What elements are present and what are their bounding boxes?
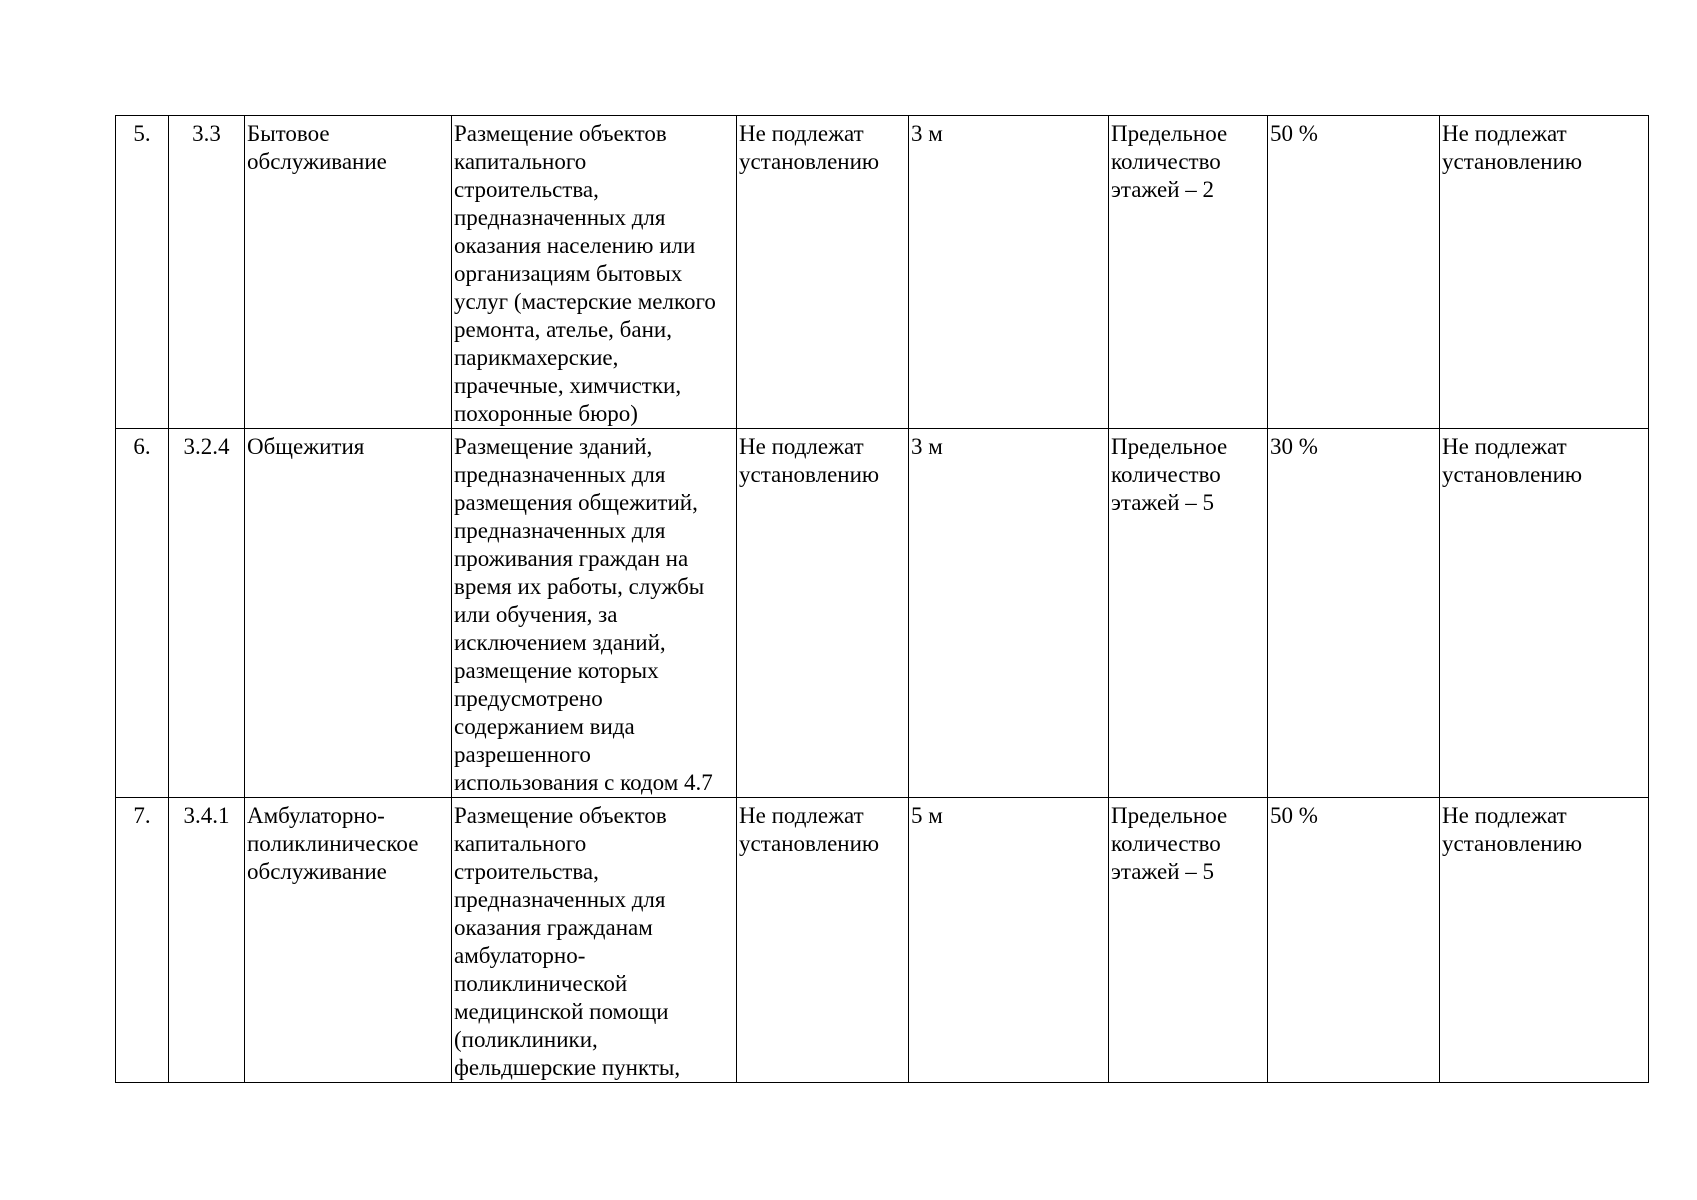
cell-line: Не подлежат xyxy=(1442,121,1567,146)
description-line: или обучения, за xyxy=(454,602,618,627)
other-limits xyxy=(1440,429,1649,798)
description-line: прачечные, химчистки, xyxy=(454,373,682,398)
cell-line: Предельное xyxy=(1111,803,1228,828)
other-limits xyxy=(1440,798,1649,1083)
description-line: предназначенных для xyxy=(454,462,666,487)
description-line: фельдшерские пункты, xyxy=(454,1055,681,1080)
use-name-line: обслуживание xyxy=(247,149,387,174)
use-code: 3.4.1 xyxy=(169,798,245,1083)
description-line: использования с кодом 4.7 xyxy=(454,770,713,795)
use-name-line: Бытовое xyxy=(247,121,330,146)
description-line: строительства, xyxy=(454,859,599,884)
description-line: поликлинической xyxy=(454,971,628,996)
cell-line: количество xyxy=(1111,462,1221,487)
use-name-line: обслуживание xyxy=(247,859,387,884)
cell-line: Не подлежат xyxy=(739,434,864,459)
cell-line: установлению xyxy=(1442,149,1583,174)
description-line: медицинской помощи xyxy=(454,999,669,1024)
use-description xyxy=(452,116,737,429)
plot-size-limit xyxy=(737,429,909,798)
description-line: Размещение зданий, xyxy=(454,434,653,459)
cell-line: установлению xyxy=(1442,831,1583,856)
max-coverage: 30 % xyxy=(1268,429,1440,798)
description-line: содержанием вида xyxy=(454,714,635,739)
use-code: 3.2.4 xyxy=(169,429,245,798)
cell-line: этажей – 5 xyxy=(1111,490,1215,515)
description-line: размещение которых xyxy=(454,658,659,683)
cell-line: Предельное xyxy=(1111,121,1228,146)
cell-line: Предельное xyxy=(1111,434,1228,459)
min-setback: 5 м xyxy=(909,798,1109,1083)
description-line: проживания граждан на xyxy=(454,546,689,571)
use-name-line: Общежития xyxy=(247,434,365,459)
description-line: Размещение объектов xyxy=(454,121,667,146)
cell-line: Не подлежат xyxy=(739,121,864,146)
description-line: строительства, xyxy=(454,177,599,202)
cell-line: Не подлежат xyxy=(1442,434,1567,459)
description-line: амбулаторно- xyxy=(454,943,586,968)
cell-line: Не подлежат xyxy=(1442,803,1567,828)
description-line: оказания гражданам xyxy=(454,915,653,940)
min-setback: 3 м xyxy=(909,429,1109,798)
use-name xyxy=(245,429,452,798)
row-number: 7. xyxy=(116,798,169,1083)
description-line: оказания населению или xyxy=(454,233,696,258)
other-limits xyxy=(1440,116,1649,429)
use-code: 3.3 xyxy=(169,116,245,429)
description-line: похоронные бюро) xyxy=(454,401,638,426)
description-line: капитального xyxy=(454,149,587,174)
table-row xyxy=(116,798,1649,1083)
table-row xyxy=(116,116,1649,429)
cell-line: этажей – 5 xyxy=(1111,859,1215,884)
cell-line: установлению xyxy=(1442,462,1583,487)
cell-line: количество xyxy=(1111,831,1221,856)
max-floors xyxy=(1109,116,1268,429)
max-floors xyxy=(1109,429,1268,798)
description-line: предназначенных для xyxy=(454,887,666,912)
description-line: капитального xyxy=(454,831,587,856)
description-line: предназначенных для xyxy=(454,518,666,543)
cell-line: Не подлежат xyxy=(739,803,864,828)
description-line: Размещение объектов xyxy=(454,803,667,828)
min-setback: 3 м xyxy=(909,116,1109,429)
description-line: (поликлиники, xyxy=(454,1027,598,1052)
description-line: разрешенного xyxy=(454,742,591,767)
description-line: исключением зданий, xyxy=(454,630,666,655)
max-coverage: 50 % xyxy=(1268,116,1440,429)
description-line: ремонта, ателье, бани, xyxy=(454,317,672,342)
max-coverage: 50 % xyxy=(1268,798,1440,1083)
table-row xyxy=(116,429,1649,798)
plot-size-limit xyxy=(737,116,909,429)
cell-line: этажей – 2 xyxy=(1111,177,1215,202)
description-line: организациям бытовых xyxy=(454,261,683,286)
description-line: размещения общежитий, xyxy=(454,490,698,515)
plot-size-limit xyxy=(737,798,909,1083)
description-line: предусмотрено xyxy=(454,686,603,711)
description-line: предназначенных для xyxy=(454,205,666,230)
description-line: парикмахерские, xyxy=(454,345,619,370)
row-number: 6. xyxy=(116,429,169,798)
cell-line: установлению xyxy=(739,831,880,856)
row-number: 5. xyxy=(116,116,169,429)
description-line: услуг (мастерские мелкого xyxy=(454,289,716,314)
cell-line: количество xyxy=(1111,149,1221,174)
cell-line: установлению xyxy=(739,462,880,487)
use-description xyxy=(452,429,737,798)
zoning-regulations-table xyxy=(115,115,1649,1083)
use-name xyxy=(245,798,452,1083)
description-line: время их работы, службы xyxy=(454,574,705,599)
use-description xyxy=(452,798,737,1083)
use-name-line: поликлиническое xyxy=(247,831,419,856)
use-name-line: Амбулаторно- xyxy=(247,803,385,828)
table-body xyxy=(116,116,1649,1083)
cell-line: установлению xyxy=(739,149,880,174)
max-floors xyxy=(1109,798,1268,1083)
use-name xyxy=(245,116,452,429)
